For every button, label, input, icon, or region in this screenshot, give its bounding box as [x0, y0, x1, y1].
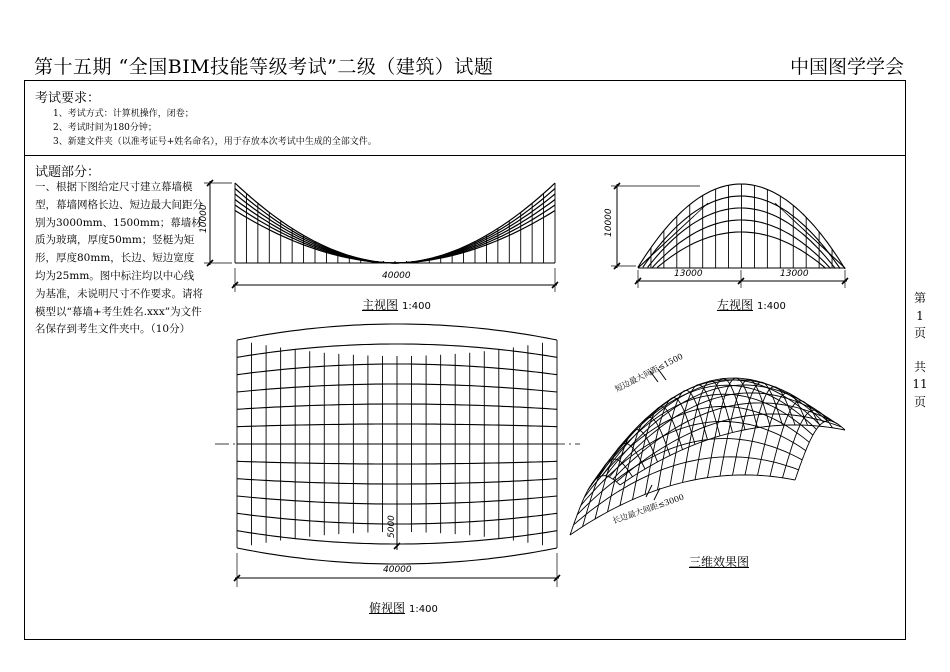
- top-view-name: 俯视图: [369, 601, 406, 615]
- top-view-transom: [237, 548, 557, 564]
- front-width-dim: 40000: [382, 271, 411, 281]
- front-view-curve: [235, 189, 555, 264]
- iso-view-line: [591, 385, 816, 484]
- front-view-curve: [235, 205, 555, 263]
- iso-view-caption: [689, 553, 753, 570]
- iso-view-drawing: [570, 378, 845, 535]
- top-view-transom: [237, 324, 557, 340]
- iso-view-line: [570, 476, 620, 535]
- front-view-curve: [235, 200, 555, 264]
- left-view-rib: [775, 203, 845, 268]
- iso-view-line: [574, 457, 799, 525]
- pager-char: 页: [913, 326, 926, 340]
- question-heading: 试题部分：: [35, 165, 101, 180]
- front-view-name: 主视图: [362, 298, 399, 312]
- short-edge-note: 短边最大间距≤1500: [613, 351, 685, 394]
- left-view-drawing: [638, 184, 845, 269]
- pager-char: 11: [912, 377, 928, 391]
- question-text: 一、根据下图给定尺寸建立幕墙模型，幕墙网格长边、短边最大间距分别为3000mm、1500mm；幕墙材质为玻璃，厚度50mm；竖梃为矩形，厚度80mm，长边、短边宽度均为25mm。图中标注均以中心线为基准，未说明尺寸不作要求。请将模型以“幕墙+考生姓名.xxx”为文件名保存到考生文件夹中。（10分）: [35, 181, 203, 336]
- left-view-caption: [717, 296, 786, 313]
- left-right-dim: 13000: [780, 269, 809, 279]
- iso-view-line: [733, 382, 783, 475]
- requirements-heading: 考试要求：: [35, 91, 101, 106]
- top-view-transom: [237, 344, 557, 357]
- iso-view-line: [581, 422, 806, 506]
- front-view-caption: [362, 296, 431, 313]
- front-view-curve: [235, 183, 555, 263]
- pager-char: 共: [913, 359, 926, 374]
- iso-view-line: [577, 439, 802, 515]
- iso-view-name: 三维效果图: [689, 555, 750, 569]
- front-view-curve: [235, 194, 555, 263]
- top-width-dim: 40000: [383, 565, 412, 575]
- front-height-dim: 10000: [199, 204, 209, 233]
- requirement-item: 1、考试方式：计算机操作，闭卷；: [53, 109, 194, 119]
- front-view-scale: 1:400: [402, 301, 431, 312]
- iso-view-line: [795, 421, 845, 480]
- top-view-scale: 1:400: [409, 604, 438, 615]
- left-view-name: 左视图: [717, 298, 754, 312]
- top-view-caption: [369, 599, 438, 616]
- front-view-drawing: [235, 183, 555, 263]
- left-left-dim: 13000: [674, 269, 703, 279]
- requirement-item: 2、考试时间为180分钟；: [53, 123, 157, 133]
- long-edge-note: 长边最大间距≤3000: [611, 492, 686, 526]
- left-view-scale: 1:400: [757, 301, 786, 312]
- pager-char: 第: [913, 291, 926, 305]
- pager-char: 1: [916, 308, 924, 323]
- left-view-rib: [638, 203, 708, 268]
- front-view-curve: [235, 211, 555, 264]
- pager-char: 页: [913, 394, 926, 409]
- left-height-dim: 10000: [604, 208, 614, 237]
- top-depth-dim: 5000: [387, 515, 397, 538]
- header-title: 第十五期 “全国BIM技能等级考试”二级（建筑）试题: [34, 56, 494, 78]
- requirement-item: 3、新建文件夹（以准考证号+姓名命名），用于存放本次考试中生成的全部文件。: [53, 137, 377, 147]
- iso-view-line: [783, 410, 833, 478]
- header-organization: 中国图学学会: [789, 56, 904, 78]
- iso-view-line: [758, 393, 808, 475]
